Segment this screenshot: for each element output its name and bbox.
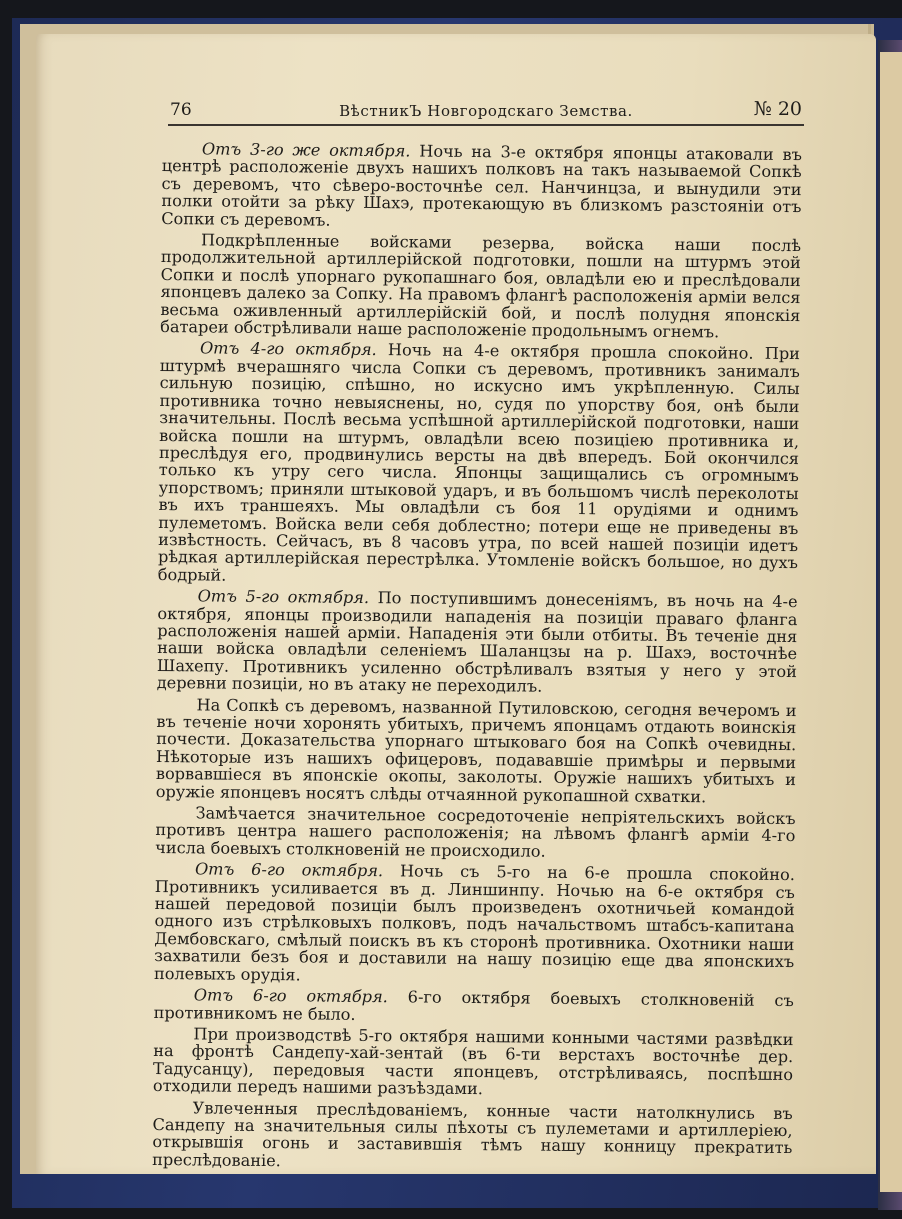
- paragraph: [157, 587, 798, 698]
- date-lead: Отъ 6-го октября.: [193, 985, 388, 1007]
- next-page-edge: [880, 52, 902, 1192]
- date-lead: Отъ 3-го же октября.: [201, 139, 411, 161]
- paragraph-text: Ночь на 4-е октября прошла спокойно. При штурмѣ вчерашняго числа Сопки съ деревомъ, противникъ занималъ сильную позицію, спѣшно, но искусно имъ укрѣпленную. Силы противника точно невыяснены, но, судя по упорству боя, онѣ были значительны. Послѣ весьма успѣшной артиллерійской подготовки, наши войска пошли на штурмъ, овладѣли всею позиціею противника и, преслѣдуя его, продвинулись версты на двѣ впередъ. Бой окончился только къ утру сего числа. Японцы защищались съ огромнымъ упорствомъ; приняли штыковой ударъ, и въ большомъ числѣ переколоты въ ихъ траншеяхъ. Мы овладѣли съ боя 11 орудіями и однимъ пулеметомъ. Войска вели себя доблестно; потери еще не приведены въ извѣстность. Сейчасъ, въ 8 часовъ утра, по всей нашей позиціи идетъ рѣдкая артиллерійская перестрѣлка. Утомленіе войскъ большое, но духъ бодрый.: [157, 340, 801, 585]
- paragraph: [161, 140, 802, 233]
- paragraph: [160, 231, 801, 342]
- date-lead: Отъ 4-го октября.: [199, 338, 377, 360]
- paragraph-text: Замѣчается значительное сосредоточеніе непріятельскихъ войскъ противъ центра нашего расположенія; на лѣвомъ флангѣ арміи 4-го числа боевыхъ столкновеній не происходило.: [155, 803, 796, 861]
- paragraph-text: Подкрѣпленные войсками резерва, войска наши послѣ продолжительной артиллерійской подготовки, пошли на штурмъ этой Сопки и послѣ упорнаго рукопашнаго боя, овладѣли ею и преслѣдовали японцевъ далеко за Сопку. На правомъ флангѣ расположенія арміи велся весьма оживленный артиллерійскій бой, и послѣ полудня японскія батареи обстрѣливали наше расположеніе продольнымъ огнемъ.: [160, 230, 802, 342]
- running-header: [170, 98, 802, 126]
- date-lead: Отъ 5-го октября.: [197, 586, 370, 608]
- paragraph: [156, 696, 797, 807]
- paragraph-text: На Сопкѣ съ деревомъ, названной Путиловскою, сегодня вечеромъ и въ теченіе ночи хоронять убитыхъ, причемъ японцамъ отдають воинскія почести. Доказательства упорнаго штыковаго боя на Сопкѣ очевидны. Нѣкоторые изъ нашихъ офицеровъ, подававшіе примѣры и первыми ворвавшіеся въ японскіе окопы, заколоты. Оружіе нашихъ убитыхъ и оружіе японцевъ носятъ слѣды отчаянной рукопашной схватки.: [155, 694, 797, 806]
- paragraph: [152, 1098, 793, 1174]
- journal-title: ВѣстникЪ Новгородскаго Земства.: [339, 102, 633, 120]
- paragraph-text: Увлеченныя преслѣдованіемъ, конные части натолкнулись въ Сандепу на значительныя силы пѣхоты съ пулеметами и артиллеріею, открывшія огонь и заставившія тѣмъ нашу конницу прекратить преслѣдованіе.: [152, 1097, 793, 1170]
- page-number: 76: [170, 100, 192, 120]
- paragraph: [154, 986, 794, 1027]
- paragraph-text: Ночь на 3-е октября японцы атаковали въ центрѣ расположеніе двухъ нашихъ полковъ на такъ называемой Сопкѣ съ деревомъ, что сѣверо-восточнѣе сел. Нанчинцза, и вынудили эти полки отойти за рѣку Шахэ, протекающую въ близкомъ разстояніи отъ Сопки съ деревомъ.: [161, 141, 802, 230]
- paragraph: [155, 804, 795, 862]
- paragraph-text: При производствѣ 5-го октября нашими конными частями развѣдки на фронтѣ Сандепу-хай-зентай (въ 6-ти верстахъ восточнѣе дер. Тадусанцу), передовыя части японцевъ, отстрѣливаясь, поспѣшно отходили передъ нашими разъѣздами.: [152, 1024, 794, 1099]
- paragraph: [154, 860, 795, 988]
- paragraph-text: По поступившимъ донесеніямъ, въ ночь на 4-е октября, японцы производили нападенія на позиціи праваго фланга расположенія нашей арміи. Нападенія эти были отбиты. Въ теченіе дня наши войска овладѣли селеніемъ Шаланцзы на р. Шахэ, восточнѣе Шахепу. Противникъ усиленно обстрѣливалъ взятыя у него у этой деревни позиціи, но въ атаку не переходилъ.: [156, 588, 798, 696]
- paragraph-text: 6-го октября боевыхъ столкновеній съ противникомъ не было.: [153, 987, 794, 1024]
- date-lead: Отъ 6-го октября.: [194, 859, 384, 881]
- header-rule: [168, 124, 804, 126]
- paragraph: [153, 1025, 794, 1101]
- body-text: [152, 140, 802, 1178]
- issue-number: № 20: [753, 98, 802, 120]
- paragraph: [158, 339, 800, 589]
- paragraph-text: Ночь съ 5-го на 6-е прошла спокойно. Противникъ усиливается въ д. Линшинпу. Ночью на 6-е октября съ нашей передовой позиціи былъ произведенъ охотничьей командой одного изъ стрѣлковыхъ полковъ, подъ начальствомъ штабсъ-капитана Дембовскаго, смѣлый поискъ въ къ сторонѣ противника. Охотники наши захватили безъ боя и доставили на нашу позицію еще два японскихъ полевыхъ орудія.: [153, 861, 796, 985]
